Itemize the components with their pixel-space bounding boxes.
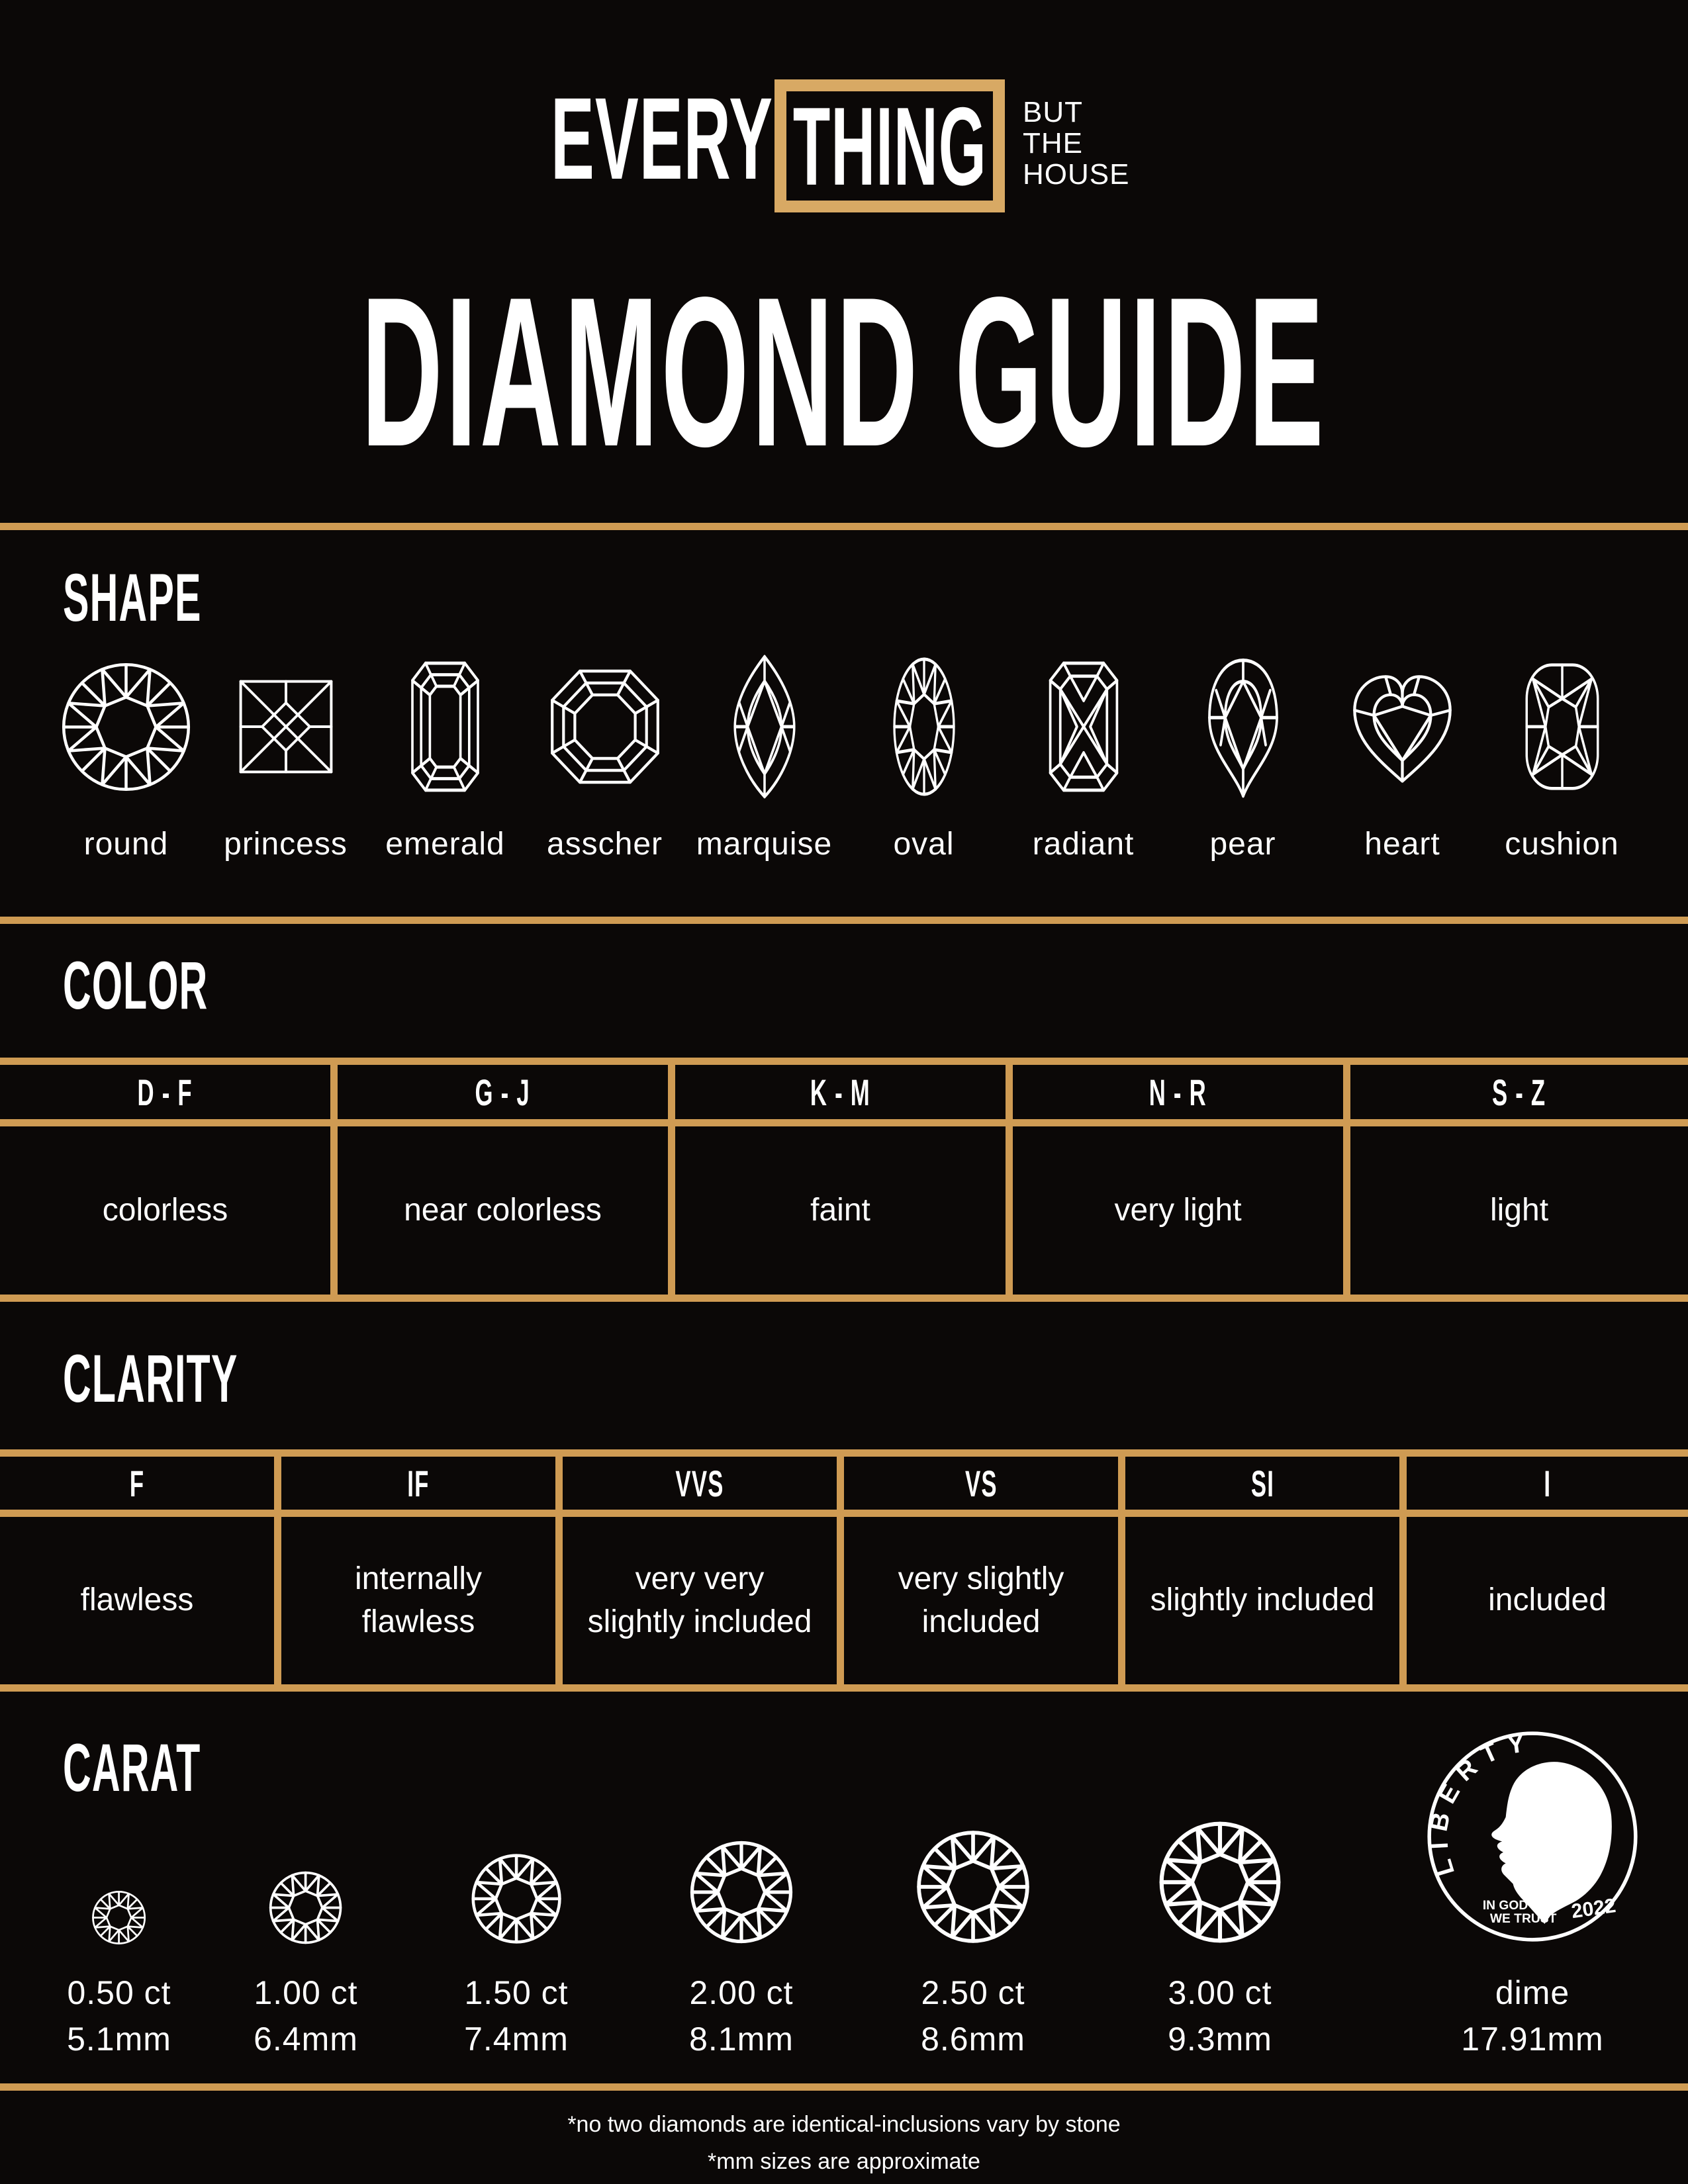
shape-item-marquise [684, 637, 844, 862]
carat-mm-label: 8.1mm [689, 2021, 794, 2058]
color-desc-cell: colorless [0, 1126, 338, 1295]
page-title: DIAMOND GUIDE [361, 253, 1327, 491]
carat-item-300 [1156, 1707, 1284, 2058]
shape-label: marquise [696, 827, 833, 862]
shape-label: radiant [1032, 827, 1135, 862]
carat-ct-label: dime [1495, 1974, 1570, 2011]
shape-label: cushion [1505, 827, 1619, 862]
color-range-header: N - R [1013, 1065, 1350, 1126]
brand-tagline-line: HOUSE [1023, 158, 1130, 191]
shape-label: pear [1209, 827, 1276, 862]
pear-diamond-icon [1187, 651, 1299, 802]
carat-ct-label: 1.50 ct [464, 1974, 569, 2011]
shape-item-round [46, 637, 206, 862]
color-desc-cell: very light [1013, 1126, 1350, 1295]
clarity-desc-cell: slightly included [1125, 1517, 1407, 1684]
carat-mm-label: 8.6mm [921, 2021, 1025, 2058]
divider-top-of-color [0, 917, 1688, 924]
carat-ct-label: 0.50 ct [67, 1974, 171, 2011]
clarity-grade-header: SI [1125, 1457, 1407, 1517]
clarity-desc-cell: internally flawless [281, 1517, 563, 1684]
brand-word-thing: THING [792, 83, 987, 208]
carat-mm-label: 7.4mm [464, 2021, 569, 2058]
oval-diamond-icon [874, 653, 974, 800]
shape-item-princess [206, 637, 365, 862]
emerald-diamond-icon [391, 655, 500, 799]
shape-item-cushion [1482, 637, 1642, 862]
shape-item-asscher [525, 637, 684, 862]
shape-label: princess [224, 827, 348, 862]
clarity-grade-header: VS [844, 1457, 1125, 1517]
round-diamond-icon [91, 1889, 148, 1946]
clarity-desc-cell: very slightly included [844, 1517, 1125, 1684]
clarity-grade-header: I [1407, 1457, 1688, 1517]
color-section-heading: COLOR [63, 948, 209, 1023]
marquise-diamond-icon [712, 651, 818, 803]
divider-top-of-shape [0, 523, 1688, 530]
round-diamond-icon [914, 1828, 1032, 1946]
divider-above-footer [0, 2083, 1688, 2091]
clarity-grade-table [0, 1449, 1688, 1692]
dime-coin-icon [1423, 1727, 1642, 1946]
carat-ct-label: 3.00 ct [1168, 1974, 1272, 2011]
carat-mm-label: 6.4mm [254, 2021, 358, 2058]
color-range-header: G - J [338, 1065, 675, 1126]
princess-diamond-icon [226, 667, 346, 786]
cushion-diamond-icon [1510, 657, 1615, 797]
clarity-desc-cell: flawless [0, 1517, 281, 1684]
carat-item-150 [464, 1707, 569, 2058]
brand-tagline-line: THE [1023, 127, 1083, 159]
carat-ct-label: 1.00 ct [254, 1974, 358, 2011]
clarity-grade-header: VVS [563, 1457, 844, 1517]
carat-item-200 [688, 1707, 795, 2058]
carat-item-250 [914, 1707, 1032, 2058]
brand-logo-box [774, 79, 1005, 212]
carat-section-heading: CARAT [63, 1730, 201, 1805]
carat-ct-label: 2.50 ct [921, 1974, 1025, 2011]
footnotes [0, 2106, 1688, 2180]
carat-item-100 [254, 1707, 358, 2058]
shape-item-heart [1323, 637, 1482, 862]
shape-item-oval [844, 637, 1004, 862]
brand-word-every: EVERY [550, 74, 773, 204]
clarity-desc-cell: included [1488, 1582, 1607, 1618]
carat-item-050 [67, 1707, 171, 2058]
footnote-line: *mm sizes are approximate [708, 2149, 980, 2174]
brand-tagline [1023, 97, 1129, 190]
color-range-header: K - M [675, 1065, 1013, 1126]
round-diamond-icon [268, 1870, 344, 1946]
carat-mm-label: 17.91mm [1461, 2021, 1604, 2058]
dime-motto-line1: IN GOD [1482, 1899, 1528, 1913]
shape-item-emerald [365, 637, 525, 862]
color-range-header: D - F [0, 1065, 338, 1126]
round-diamond-icon [688, 1839, 795, 1946]
shape-label: round [83, 827, 169, 862]
color-range-header: S - Z [1350, 1065, 1688, 1126]
shape-label: heart [1364, 827, 1440, 862]
brand-tagline-line: BUT [1023, 96, 1083, 128]
round-diamond-icon [469, 1852, 563, 1946]
shape-item-pear [1163, 637, 1323, 862]
round-diamond-icon [58, 659, 194, 795]
clarity-desc-cell: very very slightly included [563, 1517, 844, 1684]
clarity-section-heading: CLARITY [63, 1341, 238, 1416]
asscher-diamond-icon [542, 660, 668, 793]
color-desc-cell: light [1489, 1192, 1549, 1228]
carat-ct-label: 2.00 ct [689, 1974, 794, 2011]
color-grade-table [0, 1058, 1688, 1302]
shape-item-radiant [1004, 637, 1163, 862]
dime-year: 2022 [1570, 1895, 1617, 1923]
dime-motto-line2: WE TRUST [1489, 1912, 1557, 1927]
carat-mm-label: 9.3mm [1168, 2021, 1272, 2058]
radiant-diamond-icon [1028, 655, 1139, 799]
shape-label: asscher [546, 827, 663, 862]
color-desc-cell: faint [675, 1126, 1013, 1295]
carat-item-dime [1423, 1707, 1642, 2058]
shape-label: oval [893, 827, 955, 862]
footnote-line: *no two diamonds are identical-inclusions vary by stone [567, 2112, 1121, 2137]
heart-diamond-icon [1338, 662, 1467, 792]
carat-mm-label: 5.1mm [67, 2021, 171, 2058]
dime-legend-text: LIBERTY [1424, 1728, 1536, 1880]
shape-section-heading: SHAPE [63, 560, 202, 635]
clarity-grade-header: IF [281, 1457, 563, 1517]
clarity-grade-header: F [0, 1457, 281, 1517]
color-desc-cell: near colorless [338, 1126, 675, 1295]
round-diamond-icon [1156, 1819, 1284, 1946]
shape-icon-row [46, 637, 1642, 862]
shape-label: emerald [385, 827, 505, 862]
